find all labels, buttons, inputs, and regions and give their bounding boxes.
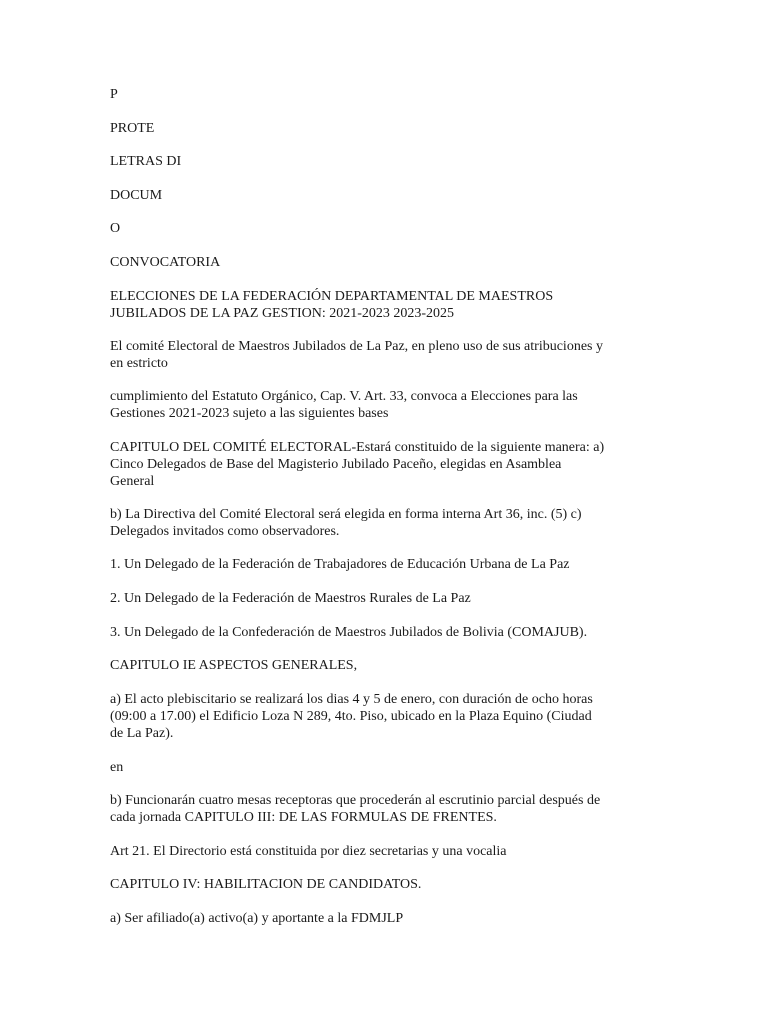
paragraph-plebiscite: a) El acto plebiscitario se realizará los dias 4 y 5 de enero, con duración de ocho horas (09:00 a 17.00) el Edificio Loza N 289, 4to. Piso, ubicado en la Plaza Equino (Ciudad de La Paz). bbox=[110, 692, 593, 741]
stray-word: en bbox=[110, 760, 124, 775]
list-item-3: 3. Un Delegado de la Confederación de Maestros Jubilados de Bolivia (COMAJUB). bbox=[110, 625, 588, 640]
paragraph-committee: CAPITULO DEL COMITÉ ELECTORAL-Estará constituido de la siguiente manera: a) Cinco Delegados de Base del Magisterio Jubilado Paceño, elegidas en Asamblea General bbox=[110, 440, 605, 489]
paragraph-voting-tables: b) Funcionarán cuatro mesas receptoras que procederán al escrutinio parcial después de cada jornada CAPITULO III: DE LAS FORMULAS DE FRENTES. bbox=[110, 793, 601, 825]
list-item-2: 2. Un Delegado de la Federación de Maestros Rurales de La Paz bbox=[110, 591, 471, 606]
paragraph-requirement-a: a) Ser afiliado(a) activo(a) y aportante a la FDMJLP bbox=[110, 911, 404, 926]
heading-fragment-prote: PROTE bbox=[110, 121, 155, 136]
paragraph-art21: Art 21. El Directorio está constituida por diez secretarias y una vocalia bbox=[110, 844, 507, 859]
heading-fragment-docum: DOCUM bbox=[110, 188, 163, 203]
paragraph-directive: b) La Directiva del Comité Electoral será elegida en forma interna Art 36, inc. (5) c) Delegados invitados como observadores. bbox=[110, 507, 582, 539]
heading-fragment-o: O bbox=[110, 221, 121, 236]
paragraph-statute: cumplimiento del Estatuto Orgánico, Cap. V. Art. 33, convoca a Elecciones para las Gestiones 2021-2023 sujeto a las siguientes bases bbox=[110, 389, 578, 421]
list-item-1: 1. Un Delegado de la Federación de Trabajadores de Educación Urbana de La Paz bbox=[110, 557, 570, 572]
chapter-candidates-heading: CAPITULO IV: HABILITACION DE CANDIDATOS. bbox=[110, 877, 422, 892]
document-title: CONVOCATORIA bbox=[110, 255, 221, 270]
chapter-general-heading: CAPITULO IE ASPECTOS GENERALES, bbox=[110, 658, 358, 673]
paragraph-intro: El comité Electoral de Maestros Jubilados de La Paz, en pleno uso de sus atribuciones y en estricto bbox=[110, 339, 603, 371]
elections-heading: ELECCIONES DE LA FEDERACIÓN DEPARTAMENTAL DE MAESTROS JUBILADOS DE LA PAZ GESTION: 2021-2023 2023-2025 bbox=[110, 289, 554, 321]
heading-fragment-p: P bbox=[110, 87, 118, 102]
heading-fragment-letras: LETRAS DI bbox=[110, 154, 182, 169]
